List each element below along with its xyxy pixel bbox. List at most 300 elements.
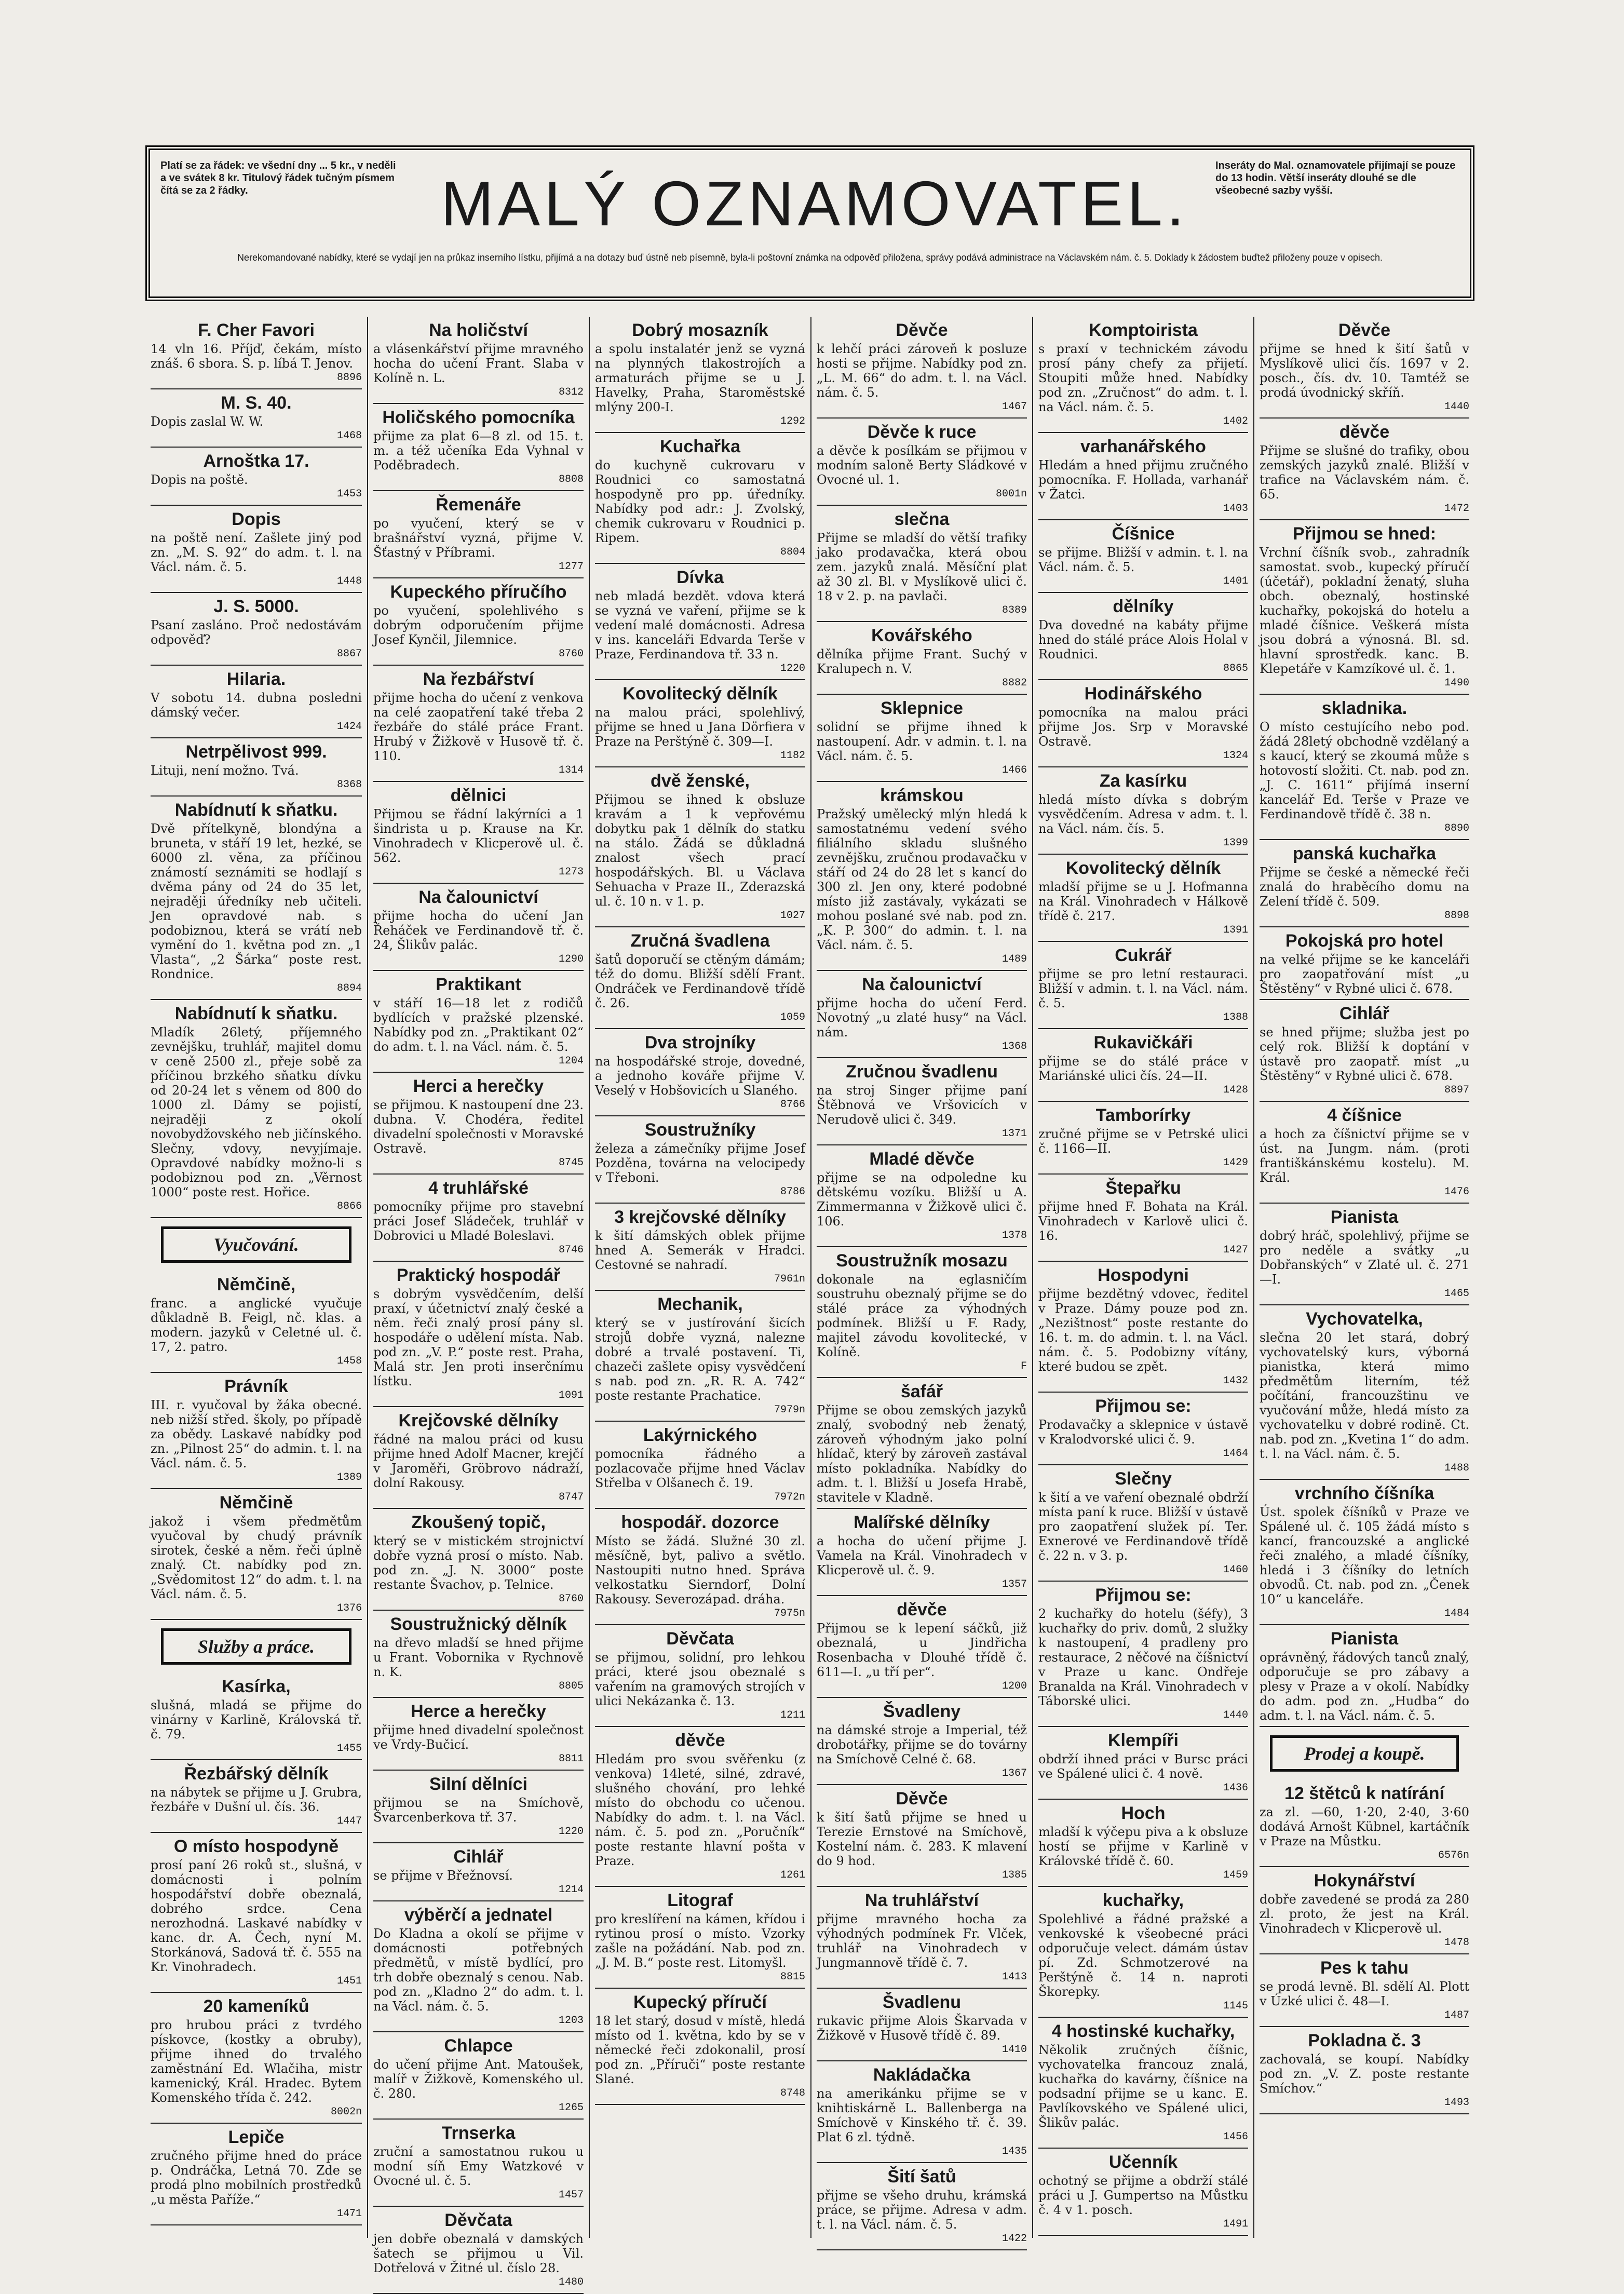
classified-ad (1260, 695, 1469, 840)
ad-title: Švadlenu (882, 1992, 962, 2012)
ad-title: Hospodyni (1098, 1265, 1189, 1285)
ad-title: Kupecký příručí (633, 1992, 767, 2012)
ad-number: 1448 (336, 575, 362, 587)
section-heading: Služby a práce. (161, 1628, 351, 1665)
ad-number: 8760 (558, 648, 584, 660)
classified-ad (373, 1843, 584, 1901)
classified-ad (817, 622, 1027, 695)
classified-ad (1260, 1480, 1469, 1625)
ad-title: Rukavičkáři (1093, 1033, 1193, 1052)
classified-ad (595, 317, 805, 433)
ad-number: 1357 (1002, 1578, 1027, 1590)
ad-title: Zkoušený topič, (411, 1513, 546, 1532)
classified-ad (595, 1625, 805, 1727)
ad-text: slušná, mladá se přijme do vinárny v Karlině, Královská tř. č. 79. (151, 1698, 362, 1742)
ad-text: mladší k výčepu piva a k obsluze hostí se přijme v Karlině v Královské třídě č. 60. (1038, 1825, 1248, 1868)
classified-ad (1260, 520, 1469, 695)
ad-number: 7975n (774, 1608, 805, 1620)
ad-text: Přijmou se ihned k obsluze kravám a 1 k vepřovému dobytku pak 1 dělník do statku na stálo. Žádá se důkladná znalost všech prací hospodářských. Bl. u Václava Sehuacha v Praze II., Zderazská ul. č. 10 n. v 1. p. (595, 792, 805, 909)
classified-ad (151, 1993, 362, 2124)
ad-title: Netrpělivost 999. (185, 742, 327, 762)
classified-ad (1038, 767, 1248, 855)
ad-text: Mladík 26letý, příjemného zevnějšku, truhlář, majitel domu v ceně 2500 zl., přeje sobě za příčinou brzkého sňatku dívku od 20-24 let s věnem od 800 do 1000 zl. Dámy se pojistí, nejraději z okolí novobydžovského neb jičínského. Slečny, vdovy, nevyjímaje. Opravdové nabídky možno-li s podobiznou pod zn. „Věrnost 1000“ poste rest. Hořice. (151, 1025, 362, 1199)
ad-text: slečna 20 let stará, dobrý vychovatelský kurs, výborná pianistka, která mimo předmětům literním, též počítání, francouzštinu ve vyučování může, hledá místo za vychovatelku v dobré rodině. Ct. nab. pod zn. „Kvetina 1“ do adm. t. l. na Václ. nám. č. 5. (1260, 1330, 1469, 1461)
ad-text: na amerikánku přijme se v knihtiskárně L. Ballenberga na Smíchově v Kinského tř. č. 39. Plat 6 zl. týdně. (817, 2086, 1027, 2144)
classified-ad (817, 1989, 1027, 2061)
ad-title: panská kuchařka (1293, 844, 1436, 863)
ad-number: 8897 (1444, 1084, 1469, 1096)
ad-text: přijme hned divadelní společnost ve Vrdy-Bučicí. (373, 1723, 584, 1752)
ad-title: výběrčí a jednatel (404, 1905, 553, 1925)
ad-text: Prodavačky a sklepnice v ústavě v Kralodvorské ulici č. 9. (1038, 1418, 1248, 1447)
classified-ad (1038, 2149, 1248, 2236)
ad-number: 1429 (1223, 1157, 1248, 1169)
ad-text: obdrží ihned práci v Bursc práci ve Spálené ulici č. 4 nově. (1038, 1752, 1248, 1781)
ad-title: Dopis (232, 509, 281, 529)
ad-number: 1435 (1002, 2145, 1027, 2157)
ad-number: 1410 (1002, 2044, 1027, 2056)
ad-title: Přijmou se hned: (1293, 524, 1436, 544)
ad-title: 20 kameníků (203, 1996, 309, 2016)
ad-text: V sobotu 14. dubna posledni dámský večer. (151, 691, 362, 720)
ad-number: 7972n (774, 1491, 805, 1503)
ad-title: Kasírka, (222, 1677, 291, 1696)
ad-title: Pes k tahu (1320, 1958, 1409, 1978)
classified-ad (817, 1058, 1027, 1145)
ad-title: Dobrý mosazník (632, 320, 768, 340)
ad-text: přijme bezdětný vdovec, ředitel v Praze. Dámy pouze pod zn. „Nezištnost“ poste restante do 16. t. m. do admin. t. l. na Václ. nám. č. 5. Podobizny vítány, které budou se zpět. (1038, 1287, 1248, 1374)
ad-title: Na čalounictví (862, 975, 982, 994)
classified-ad (1038, 680, 1248, 767)
ad-number: 1458 (336, 1355, 362, 1367)
ad-title: děvče (1339, 422, 1390, 442)
classified-ad (373, 884, 584, 971)
ad-text: na poště není. Zašlete jiný pod zn. „M. S. 92“ do adm. t. l. na Václ. nám. č. 5. (151, 531, 362, 574)
ad-title: Děvčata (444, 2210, 512, 2230)
ad-text: Vrchní číšník svob., zahradník samostat. svob., kupecký příručí (účetář), pokladní ženatý, sluha obch. obeznalý, hostinské kuchařky, pokojská do hotelu a mladé číšnice. Veškerá místa jsou dobrá a výnosná. Bl. sd. hlavní sprostředk. kanc. B. Klepetáře v Kamzíkové ul. č. 1. (1260, 545, 1469, 676)
ad-text: přijme se všeho druhu, krámská práce, se přijme. Adresa v adm. t. l. na Václ. nám. č. 5. (817, 2188, 1027, 2232)
classified-ad (1260, 1305, 1469, 1480)
ad-text: přijme mravného hocha za výhodných podmínek Fr. Vlček, truhlář na Vinohradech v Jungmannově třídě č. 7. (817, 1912, 1027, 1970)
ad-number: 1388 (1223, 1011, 1248, 1023)
ad-text: III. r. vyučoval by žáka obecné. neb nižší střed. školy, po případě za obědy. Laskavé nabídky pod zn. „Pilnost 25“ do admin. t. l. na Václ. nám. č. 5. (151, 1398, 362, 1470)
classified-ad (1038, 2018, 1248, 2149)
ad-title: Klempíři (1107, 1731, 1179, 1750)
ad-text: dobře zavedené se prodá za 280 zl. proto, že jest na Král. Vinohradech v Klicperově ul. (1260, 1892, 1469, 1936)
ad-number: 1145 (1223, 2000, 1248, 2012)
ad-text: na dámské stroje a Imperial, též drobotářky, přijme se do továrny na Smíchově Celné č. 68. (817, 1723, 1027, 1766)
ad-text: 18 let starý, dosud v místě, hledá místo od 1. května, kdo by se v německé řeči zdokonalil, prosí pod zn. „Příruči“ poste restante Slané. (595, 2014, 805, 2086)
classified-ad (151, 593, 362, 666)
ad-title: Mechanik, (657, 1294, 743, 1314)
ad-title: Mladé děvče (869, 1149, 975, 1169)
classified-ad (1038, 855, 1248, 942)
ad-number: 1464 (1223, 1448, 1248, 1460)
ad-number: 1436 (1223, 1782, 1248, 1794)
ad-text: přijme hocha do učení z venkova na celé zaopatření také třeba 2 řezbáře do stálé práce Frant. Hrubý v Žižkově v Husově tř. č. 110. (373, 691, 584, 763)
ad-number: 8748 (780, 2087, 805, 2099)
ad-title: Dívka (676, 568, 724, 587)
ad-text: se přijme. Bližší v admin. t. l. na Václ. nám. č. 5. (1038, 545, 1248, 574)
ad-number: 6576n (1438, 1850, 1469, 1861)
classified-ad (817, 419, 1027, 506)
ad-number: 1314 (558, 764, 584, 776)
masthead-bottom-note: Nerekomandované nabídky, které se vydají jen na průkaz inserního lístku, přijímá a na dotazy buď ústně neb písemně, byla-li poštovní známka na odpověď přiložena, správy podává administrace na Václavském nám. č. 5. Doklady k žádostem buďtež přiloženy pouze v opisech. (237, 252, 1383, 263)
ad-text: Spolehlivé a řádné pražské a venkovské k všeobecné práci odporučuje velect. dámám ústav pí. Zd. Schmotzerové na Perštýně č. 14 n. naproti Škorepky. (1038, 1912, 1248, 1999)
ad-text: solidní se přijme ihned k nastoupení. Adr. v admin. t. l. na Václ. nám. č. 5. (817, 720, 1027, 763)
classified-ad (817, 1378, 1027, 1509)
classified-ad (1038, 1393, 1248, 1465)
ad-title: Slečny (1115, 1469, 1172, 1489)
ad-text: a hocha do učení přijme J. Vamela na Král. Vinohradech v Klicperově ul. č. 9. (817, 1534, 1027, 1577)
ad-number: 1478 (1444, 1937, 1469, 1949)
ad-title: skladnika. (1321, 698, 1408, 718)
ad-title: J. S. 5000. (213, 597, 299, 616)
ad-text: Přijme se mladší do větší trafiky jako prodavačka, která obou zem. jazyků znalá. Měsíční plat až 30 zl. Bl. v Myslíkově ulici č. 18 v 2. p. na pavlači. (817, 531, 1027, 603)
ad-text: Místo se žádá. Služné 30 zl. měsíčně, byt, palivo a světlo. Nastoupiti nutno hned. Správa velkostatku Sierndorf, Dolní Rakousy. Severozápad. dráha. (595, 1534, 805, 1607)
ad-title: O místo hospodyně (173, 1837, 339, 1856)
ad-title: vrchního číšníka (1294, 1483, 1434, 1503)
ad-number: 1402 (1223, 415, 1248, 427)
ad-title: Vychovatelka, (1306, 1309, 1423, 1329)
ad-title: Trnserka (441, 2123, 516, 2143)
ad-number: 1385 (1002, 1869, 1027, 1881)
classified-ad (1038, 1262, 1248, 1393)
classified-ad (151, 666, 362, 738)
ad-text: se přijmou. K nastoupení dne 23. dubna. V. Chodéra, ředitel divadelní společnosti v Moravské Ostravě. (373, 1098, 584, 1156)
ad-title: Cihlář (1339, 1004, 1390, 1023)
ad-title: Soustružník mosazu (836, 1251, 1008, 1271)
ad-title: Němčině (219, 1493, 293, 1513)
ad-title: Chlapce (444, 2036, 513, 2056)
ad-text: s praxí v technickém závodu prosí pány chefy za přijetí. Stoupiti může hned. Nabídky pod zn. „Zručnost“ do adm. t. l. na Václ. nám. č. 5. (1038, 342, 1248, 414)
ad-number: 1440 (1223, 1709, 1248, 1721)
ad-number: 1466 (1002, 764, 1027, 776)
ad-text: na stroj Singer přijme paní Štěbnová ve Vršovicích v Nerudově ulici č. 349. (817, 1083, 1027, 1127)
ad-number: 1460 (1223, 1564, 1248, 1576)
ad-text: Přijme se české a německé řeči znalá do hraběcího domu na Zelení třídě č. 509. (1260, 865, 1469, 909)
ad-title: Šití šatů (887, 2167, 956, 2187)
column-2 (367, 317, 589, 2288)
ad-number: 8746 (558, 1244, 584, 1256)
classified-ad (1260, 1102, 1469, 1204)
ad-number: 1491 (1223, 2218, 1248, 2230)
ad-title: Pianista (1330, 1629, 1399, 1649)
classified-ad (1038, 520, 1248, 593)
ad-title: Komptoiristа (1089, 320, 1198, 340)
ad-title: Řemenáře (436, 495, 521, 515)
page-title: MALÝ OZNAMOVATEL. (441, 168, 1188, 239)
ad-text: přijme hned F. Bohata na Král. Vinohradech v Karlově ulici č. 16. (1038, 1199, 1248, 1243)
ad-title: Švadleny (883, 1702, 961, 1721)
ad-text: Přijmou se řádní lakýrníci a 1 šindrista u p. Krause na Kr. Vinohradech v Klicperově ul. č. 562. (373, 807, 584, 865)
section-heading: Vyučování. (161, 1226, 351, 1263)
classified-ad (595, 1291, 805, 1422)
ad-number: 8894 (336, 982, 362, 994)
classified-ad (817, 1145, 1027, 1247)
classified-ad (595, 1422, 805, 1509)
classified-ad (373, 1073, 584, 1175)
ad-title: Tamborírky (1095, 1105, 1191, 1125)
ad-title: Zručnou švadlenu (846, 1062, 998, 1082)
ad-number: 1432 (1223, 1375, 1248, 1387)
classified-ad (151, 2124, 362, 2225)
ad-title: Děvčata (666, 1629, 734, 1649)
ad-text: železa a zámečníky přijme Josef Pozděna, továrna na velocipedy v Třeboni. (595, 1141, 805, 1185)
ad-title: Lepiče (228, 2127, 285, 2147)
classified-ad (595, 767, 805, 927)
masthead (145, 145, 1474, 301)
ad-text: přijme hocha do učení Jan Řeháček ve Ferdinandově tř. č. 24, Šlikův palác. (373, 909, 584, 952)
classified-ad (1260, 1204, 1469, 1305)
ad-text: Psaní zasláno. Proč nedostávám odpověď? (151, 618, 362, 647)
classified-ad (373, 2207, 584, 2294)
ad-number: 1465 (1444, 1288, 1469, 1300)
classified-ad (373, 2032, 584, 2120)
classified-ad (817, 1698, 1027, 1785)
ad-number: 8865 (1223, 663, 1248, 674)
ad-number: 1403 (1223, 503, 1248, 515)
ad-text: do kuchyně cukrovaru v Roudnici co samostatná hospodyně pro pp. úředníky. Nabídky pod adr.: J. Zvolský, chemik cukrovaru v Roudnici p. Ripem. (595, 458, 805, 545)
ad-number: 8805 (558, 1680, 584, 1692)
ad-text: Do Kladna a okolí se přijme v domácnosti potřebných předmětů, v místě bydlící, pro trh dobře obeznalý s cenou. Nab. pod zn. „Kladno 2“ do adm. t. l. na Václ. nám. č. 5. (373, 1926, 584, 2014)
ad-number: 1471 (336, 2208, 362, 2220)
ad-number: 8002n (330, 2106, 362, 2118)
ad-number: 7979n (774, 1404, 805, 1416)
classified-ad (151, 797, 362, 1000)
ad-title: Holičského pomocníka (382, 408, 575, 427)
ad-text: jen dobře obeznalá v damských šatech se přijmou u Vil. Dotřelová v Žitné ul. číslo 28. (373, 2232, 584, 2275)
ad-text: k šití a ve vaření obeznalé obdrží místa paní k ruce. Bližší v ústavě pro zaopatření služek pí. Ter. Exnerové ve Ferdinandově třídě č. 22 n. v 3. p. (1038, 1490, 1248, 1563)
ad-columns (145, 317, 1474, 2288)
classified-ad (817, 1247, 1027, 1378)
ad-number: 1203 (558, 2015, 584, 2027)
classified-ad (151, 1760, 362, 1833)
classified-ad (1260, 927, 1469, 1000)
ad-number: 1220 (780, 663, 805, 674)
classified-ad (1260, 1954, 1469, 2027)
ad-title: Kovolitecký dělník (622, 684, 778, 704)
ad-number: 1468 (336, 430, 362, 442)
masthead-price-note: Platí se za řádek: ve všední dny ... 5 kr., v neděli a ve svátek 8 kr. Titulový řádek tučným písmem čítá se za 2 řádky. (160, 160, 396, 196)
ad-number: 1059 (780, 1011, 805, 1023)
ad-number: 1324 (1223, 750, 1248, 762)
classified-ad (817, 1785, 1027, 1887)
ad-number: 1457 (558, 2189, 584, 2201)
ad-title: Číšnice (1112, 524, 1175, 544)
ad-title: Učenník (1108, 2152, 1178, 2172)
ad-text: pro hrubou práci z tvrdého pískovce, (kostky a obruby), přijme ihned do trvalého zaměstnání Ed. Wlačiha, mistr kamenický, Král. Hradec. Bytem Komenského třída č. 242. (151, 2018, 362, 2105)
ad-number: 1292 (780, 415, 805, 427)
ad-title: Hoch (1121, 1803, 1166, 1823)
ad-number: 1490 (1444, 677, 1469, 689)
column-5 (1032, 317, 1253, 2238)
ad-number: 1367 (1002, 1767, 1027, 1779)
classified-ad (595, 1727, 805, 1887)
ad-text: pomocníky přijme pro stavební práci Josef Sládeček, truhlář v Dobrovici u Mladé Boleslavi. (373, 1199, 584, 1243)
ad-title: Němčině, (216, 1275, 296, 1294)
ad-text: Dva dovedné na kabáty přijme hned do stálé práce Alois Holal v Roudnici. (1038, 618, 1248, 662)
ad-number: 8804 (780, 546, 805, 558)
classified-ad (1260, 1625, 1469, 1727)
ad-title: Praktikant (436, 975, 521, 994)
ad-title: Kovářského (871, 626, 972, 645)
ad-text: přijmou se na Smíchově, Švarcenberkova tř. 37. (373, 1796, 584, 1825)
classified-ad (373, 971, 584, 1073)
ad-number: 1265 (558, 2102, 584, 2114)
ad-text: zručné přijme se v Petrské ulici č. 1166—II. (1038, 1127, 1248, 1156)
ad-title: Silní dělníci (429, 1774, 527, 1794)
classified-ad (1038, 1727, 1248, 1800)
ad-title: Nakládačka (873, 2065, 971, 2085)
classified-ad (373, 1407, 584, 1509)
ad-number: 1182 (780, 750, 805, 762)
ad-number: 1455 (336, 1743, 362, 1755)
classified-ad (1260, 1780, 1469, 1867)
ad-title: Herce a herečky (411, 1702, 546, 1721)
ad-number: 1440 (1444, 401, 1469, 413)
ad-number: 8808 (558, 474, 584, 485)
ad-text: a děvče k posílkám se přijmou v modním saloně Berty Sládkové v Ovocné ul. 1. (817, 443, 1027, 487)
ad-number: 1484 (1444, 1608, 1469, 1620)
classified-ad (595, 680, 805, 767)
ad-number: 1273 (558, 866, 584, 878)
ad-number: 1277 (558, 561, 584, 573)
ad-title: slečna (894, 509, 950, 529)
ad-number: 1401 (1223, 575, 1248, 587)
ad-text: který se v mistickém strojnictví dobře vyzná prosí o místo. Nab. pod zn. „J. N. 3000“ poste restante Švachov, p. Telnice. (373, 1534, 584, 1592)
ad-text: oprávněný, řádových tanců znalý, odporučuje se pro zábavy a plesy v Praze a v okolí. Nabídky do adm. pod zn. „Hudba“ do adm. t. l. na Václ. nám. č. 5. (1260, 1650, 1469, 1723)
ad-number: 8389 (1002, 604, 1027, 616)
ad-text: šatů doporučí se ctěným dámám; též do domu. Bližší sdělí Frant. Ondráček ve Ferdinandově třídě č. 26. (595, 952, 805, 1010)
classified-ad (817, 782, 1027, 971)
classified-ad (1260, 2027, 1469, 2114)
classified-ad (1260, 419, 1469, 520)
ad-title: dělnici (450, 786, 507, 805)
ad-number: 1389 (336, 1472, 362, 1483)
classified-ad (1038, 317, 1248, 433)
ad-number: 8001n (995, 488, 1027, 500)
classified-ad (373, 666, 584, 782)
ad-title: 3 krejčovské dělníky (614, 1207, 786, 1227)
ad-text: franc. a anglické vyučuje důkladně B. Feigl, nč. klas. a modern. jazyků v Celetné ul. č. 17, 2. patro. (151, 1296, 362, 1354)
ad-number: F (1020, 1360, 1027, 1372)
classified-ad (817, 317, 1027, 419)
ad-text: Několik zručných číšnic, vychovatelka francouz znalá, kuchařka do kavárny, číšnice na podsadní přijme se u kanc. E. Pavlíkovského ve Spálené ulici, Šlikův palác. (1038, 2043, 1248, 2130)
classified-ad (373, 1698, 584, 1771)
ad-title: Právník (224, 1377, 288, 1396)
ad-number: 1376 (336, 1602, 362, 1614)
classified-ad (373, 1901, 584, 2032)
classified-ad (1038, 1800, 1248, 1887)
ad-title: Děvče (1338, 320, 1391, 340)
ad-title: Hodinářského (1084, 684, 1202, 704)
ad-number: 8882 (1002, 677, 1027, 689)
ad-text: řádné na malou práci od kusu přijme hned Adolf Macner, krejčí v Jaroměři, Gröbrovo nádraží, dolní Rakousy. (373, 1432, 584, 1490)
classified-ad (817, 1887, 1027, 1989)
ad-title: Na truhlářství (864, 1891, 979, 1910)
ad-title: Arnoštka 17. (203, 451, 309, 471)
ad-text: a spolu instalatér jenž se vyzná na plynných tlakostrojích a armaturách přijme se u J. Havelky, Praha, Staroměstské mlýny 200-I. (595, 342, 805, 414)
ad-title: dělníky (1113, 597, 1174, 616)
ad-title: šafář (900, 1382, 943, 1401)
ad-number: 1480 (558, 2276, 584, 2288)
classified-ad (817, 2163, 1027, 2250)
classified-ad (151, 506, 362, 593)
classified-ad (595, 1887, 805, 1989)
column-3 (589, 317, 810, 2238)
ad-number: 1459 (1223, 1869, 1248, 1881)
classified-ad (1038, 433, 1248, 520)
ad-text: 14 vln 16. Příjď, čekám, místo znáš. 6 sbora. S. p. líbá T. Jenov. (151, 342, 362, 371)
ad-number: 1453 (336, 488, 362, 500)
classified-ad (595, 1989, 805, 2105)
ad-title: 12 štětců k natírání (1284, 1784, 1444, 1803)
ad-title: Cukrář (1115, 946, 1172, 965)
ad-number: 1493 (1444, 2097, 1469, 2109)
ad-title: Na čalounictví (418, 887, 538, 907)
ad-title: Kupeckého příručího (390, 582, 567, 602)
ad-text: dělníka přijme Frant. Suchý v Kralupech n. V. (817, 647, 1027, 676)
ad-title: Děvče (896, 320, 948, 340)
classified-ad (595, 1029, 805, 1116)
classified-ad (1260, 840, 1469, 927)
ad-number: 8760 (558, 1593, 584, 1605)
ad-title: 4 číšnice (1327, 1105, 1402, 1125)
classified-ad (151, 389, 362, 448)
ad-number: 1391 (1223, 924, 1248, 936)
ad-title: Lakýrnického (643, 1425, 757, 1445)
ad-number: 1261 (780, 1869, 805, 1881)
ad-number: 1378 (1002, 1230, 1027, 1242)
ad-number: 1424 (336, 721, 362, 733)
classified-ad (373, 404, 584, 491)
ad-number: 1211 (780, 1709, 805, 1721)
ad-number: 1204 (558, 1055, 584, 1067)
ad-number: 8368 (336, 779, 362, 791)
ad-number: 1427 (1223, 1244, 1248, 1256)
classified-ad (817, 1509, 1027, 1596)
ad-text: se přijme v Břežnovsí. (373, 1868, 513, 1883)
classified-ad (151, 317, 362, 389)
ad-text: na dřevo mladší se hned přijme u Frant. Vobornika v Rychnově n. K. (373, 1636, 584, 1679)
ad-number: 8745 (558, 1157, 584, 1169)
ad-number: 7961n (774, 1273, 805, 1285)
ad-number: 1451 (336, 1975, 362, 1987)
classified-ad (151, 1833, 362, 1993)
classified-ad (1038, 1582, 1248, 1727)
classified-ad (817, 695, 1027, 782)
section-heading: Prodej a koupě. (1270, 1735, 1459, 1772)
ad-title: Pokojská pro hotel (1285, 931, 1444, 951)
ad-text: a vlásenkářství přijme mravného hocha do učení Frant. Slaba v Kolíně n. L. (373, 342, 584, 385)
classified-ad (1260, 1867, 1469, 1954)
classified-ad (817, 506, 1027, 622)
ad-text: dobrý hráč, spolehlivý, přijme se pro neděle a svátky „u Dobřanských“ v Zlaté ul. č. 271—I. (1260, 1229, 1469, 1287)
ad-text: mladší přijme se u J. Hofmanna na Král. Vinohradech v Hálkově třídě č. 217. (1038, 880, 1248, 923)
ad-title: Herci a herečky (413, 1076, 544, 1096)
ad-title: Přijmou se: (1095, 1396, 1192, 1416)
ad-text: s dobrým vysvědčením, delší praxí, v účetnictví znalý české a něm. řeči znalý prosí pány sl. hospodáře o udělení místa. Nab. pod zn. „V. P.“ poste rest. Praha, Malá str. Jen proti inserčnímu lístku. (373, 1287, 584, 1388)
ad-title: 4 hostinské kuchařky, (1051, 2021, 1235, 2041)
classified-ad (1038, 942, 1248, 1029)
ad-text: hledá místo dívka s dobrým vysvědčením. Adresa v adm. t. l. na Václ. nám. čís. 5. (1038, 792, 1248, 836)
classified-ad (1260, 317, 1469, 419)
ad-text: rukavic přijme Alois Škarvada v Žižkově v Husově třídě č. 89. (817, 2014, 1027, 2043)
ad-text: pomocníka řádného a pozlacovače přijme hned Václav Střelba v Olšanech č. 19. (595, 1447, 805, 1490)
ad-title: Řezbářský dělník (184, 1764, 329, 1784)
classified-ad (373, 1611, 584, 1698)
